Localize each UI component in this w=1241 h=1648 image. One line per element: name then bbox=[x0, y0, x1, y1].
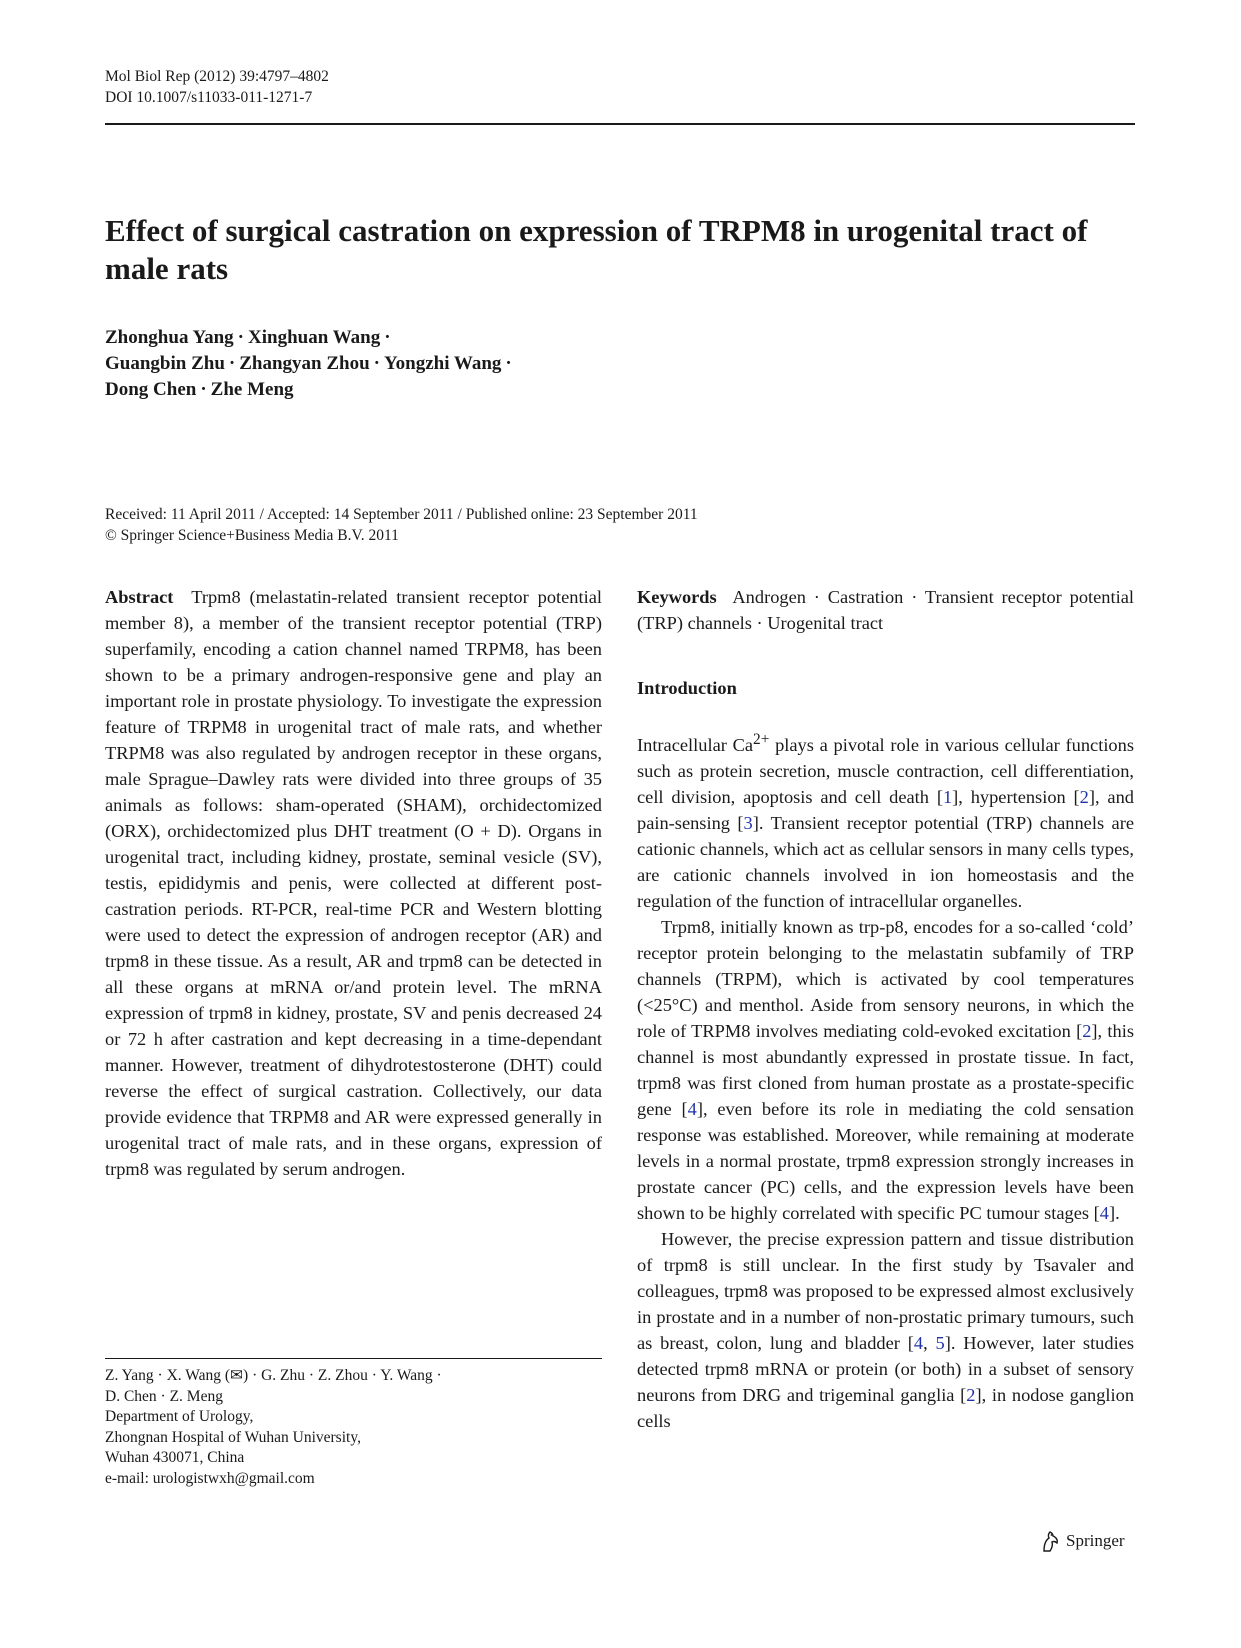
text-run: ], even before its role in mediating the cold sensation response was established. Moreover, while remaining at moderate levels in a normal prostate, trpm8 expression strongly increases in prostate cancer (PC) cells, and the expression levels have been shown to be highly correlated with specific PC tumour stages [ bbox=[637, 1099, 1134, 1224]
journal-header bbox=[105, 66, 329, 108]
superscript: 2+ bbox=[753, 731, 770, 748]
text-run: ]. bbox=[1108, 1203, 1120, 1224]
author-line-2 bbox=[105, 351, 516, 377]
abstract-label: Abstract bbox=[105, 587, 174, 607]
text-run: plays a pivotal role in various cellular functions such as protein secretion, muscle contraction, cell differentiation, cell division, apoptosis and cell death [ bbox=[637, 735, 1134, 808]
author-separator: · bbox=[200, 379, 207, 400]
text-run: ], in nodose ganglion cells bbox=[637, 1385, 1135, 1432]
citation-link[interactable]: 2 bbox=[1079, 787, 1089, 808]
left-column bbox=[105, 584, 602, 1182]
keywords bbox=[637, 584, 1134, 636]
citation-link[interactable]: 4 bbox=[913, 1333, 924, 1354]
publisher-name: Springer bbox=[1066, 1531, 1125, 1550]
keywords-label: Keywords bbox=[637, 587, 717, 607]
text-run: ]. Transient receptor potential (TRP) channels are cationic channels, which act as cellular sensors in many cells types, are cationic channels involved in ion homeostasis and the regulation of the function of intracellular organelles. bbox=[637, 813, 1134, 912]
author-name: Zhangyan Zhou bbox=[239, 353, 370, 374]
text-run: Trpm8, initially known as trp-p8, encodes for a so-called ‘cold’ receptor protein belonging to the melastatin subfamily of TRP channels (TRPM), which is activated by cool temperatures (<25°C) and menthol. Aside from sensory neurons, in which the role of TRPM8 involves mediating cold-evoked excitation [ bbox=[637, 917, 1134, 1042]
affiliation-hospital: Zhongnan Hospital of Wuhan University, bbox=[105, 1428, 361, 1446]
journal-citation: Mol Biol Rep (2012) 39:4797–4802 bbox=[105, 68, 329, 85]
keywords-text: Androgen · Castration · Transient receptor potential (TRP) channels · Urogenital tract bbox=[637, 587, 1134, 633]
author-name: Xinghuan Wang bbox=[248, 327, 381, 348]
author-list bbox=[105, 325, 516, 403]
affiliation-email[interactable]: e-mail: urologistwxh@gmail.com bbox=[105, 1469, 315, 1487]
author-separator: · bbox=[505, 353, 512, 374]
springer-horse-icon bbox=[1040, 1530, 1060, 1552]
author-name: Dong Chen bbox=[105, 379, 197, 400]
author-line-1 bbox=[105, 325, 516, 351]
text-run: However, the precise expression pattern and tissue distribution of trpm8 is still unclear. In the first study by Tsavaler and colleagues, trpm8 was proposed to be expressed almost exclusively in prostate and in a number of non-prostatic primary tumours, such as breast, colon, lung and bladder [ bbox=[637, 1229, 1134, 1354]
intro-paragraph-3 bbox=[637, 1226, 1134, 1434]
affiliation-names: Z. Yang · X. Wang (✉) · G. Zhu · Z. Zhou · Y. Wang · bbox=[105, 1367, 442, 1384]
abstract-text: Trpm8 (melastatin-related transient receptor potential member 8), a member of the transient receptor potential (TRP) superfamily, encoding a cation channel named TRPM8, has been shown to be a primary androgen-responsive gene and play an important role in prostate physiology. To investigate the expression feature of TRPM8 in urogenital tract of male rats, and whether TRPM8 was also regulated by androgen receptor in these organs, male Sprague–Dawley rats were divided into three groups of 35 animals as follows: sham-operated (SHAM), orchidectomized (ORX), orchidectomized plus DHT treatment (O + D). Organs in urogenital tract, including kidney, prostate, seminal vesicle (SV), testis, epididymis and penis, were collected at different post-castration periods. RT-PCR, real-time PCR and Western blotting were used to detect the expression of androgen receptor (AR) and trpm8 in these tissue. As a result, AR and trpm8 can be detected in all these organs at mRNA or/and protein level. The mRNA expression of trpm8 in kidney, prostate, SV and penis decreased 24 or 72 h after castration and kept decreasing in a time-dependant manner. However, treatment of dihydrotestosterone (DHT) could reverse the effect of surgical castration. Collectively, our data provide evidence that TRPM8 and AR were expressed generally in urogenital tract of male rats, and in these organs, expression of trpm8 was regulated by serum androgen. bbox=[105, 587, 602, 1179]
intro-paragraph-2 bbox=[637, 914, 1134, 1226]
text-run: Intracellular Ca bbox=[637, 735, 754, 756]
paper-title: Effect of surgical castration on expression of TRPM8 in urogenital tract of male rats bbox=[105, 213, 1088, 286]
intro-paragraph-1 bbox=[637, 727, 1134, 914]
header-rule bbox=[105, 123, 1135, 125]
author-separator: · bbox=[237, 327, 245, 348]
citation-link[interactable]: 4 bbox=[687, 1099, 697, 1120]
citation-link[interactable]: 5 bbox=[935, 1333, 945, 1354]
abstract bbox=[105, 584, 602, 1182]
text-run: ], hypertension [ bbox=[952, 787, 1080, 808]
affiliation-names: D. Chen · Z. Meng bbox=[105, 1387, 223, 1405]
citation-link[interactable]: 4 bbox=[1099, 1203, 1109, 1224]
journal-doi: DOI 10.1007/s11033-011-1271-7 bbox=[105, 89, 313, 106]
history-line: Received: 11 April 2011 / Accepted: 14 September 2011 / Published online: 23 September 2011 bbox=[105, 506, 698, 523]
copyright-line: © Springer Science+Business Media B.V. 2011 bbox=[105, 527, 399, 544]
text-run: ], and pain-sensing [ bbox=[637, 787, 1134, 834]
author-separator: · bbox=[384, 327, 391, 348]
affiliation-block bbox=[105, 1366, 602, 1489]
text-run: ], this channel is most abundantly expressed in prostate tissue. In fact, trpm8 was first cloned from human prostate as a prostate-specific gene [ bbox=[637, 1021, 1134, 1120]
author-name: Guangbin Zhu bbox=[105, 353, 225, 374]
citation-link[interactable]: 2 bbox=[1082, 1021, 1092, 1042]
author-name: Yongzhi Wang bbox=[384, 353, 502, 374]
citation-link[interactable]: 3 bbox=[743, 813, 753, 834]
text-run: , bbox=[923, 1333, 936, 1354]
author-name: Zhe Meng bbox=[210, 379, 294, 400]
footnote-rule bbox=[105, 1358, 602, 1359]
author-separator: · bbox=[228, 353, 236, 374]
author-separator: · bbox=[373, 353, 381, 374]
introduction-heading: Introduction bbox=[637, 678, 737, 698]
author-name: Zhonghua Yang bbox=[105, 327, 234, 348]
publisher-logo bbox=[1040, 1530, 1125, 1552]
author-line-3 bbox=[105, 377, 516, 403]
citation-link[interactable]: 1 bbox=[942, 787, 953, 808]
text-run: ]. However, later studies detected trpm8 mRNA or protein (or both) in a subset of sensory neurons from DRG and trigeminal ganglia [ bbox=[637, 1333, 1135, 1406]
publication-dates bbox=[105, 504, 698, 546]
affiliation-department: Department of Urology, bbox=[105, 1408, 254, 1425]
citation-link[interactable]: 2 bbox=[966, 1385, 976, 1406]
right-column bbox=[637, 584, 1134, 1434]
affiliation-city: Wuhan 430071, China bbox=[105, 1449, 245, 1466]
